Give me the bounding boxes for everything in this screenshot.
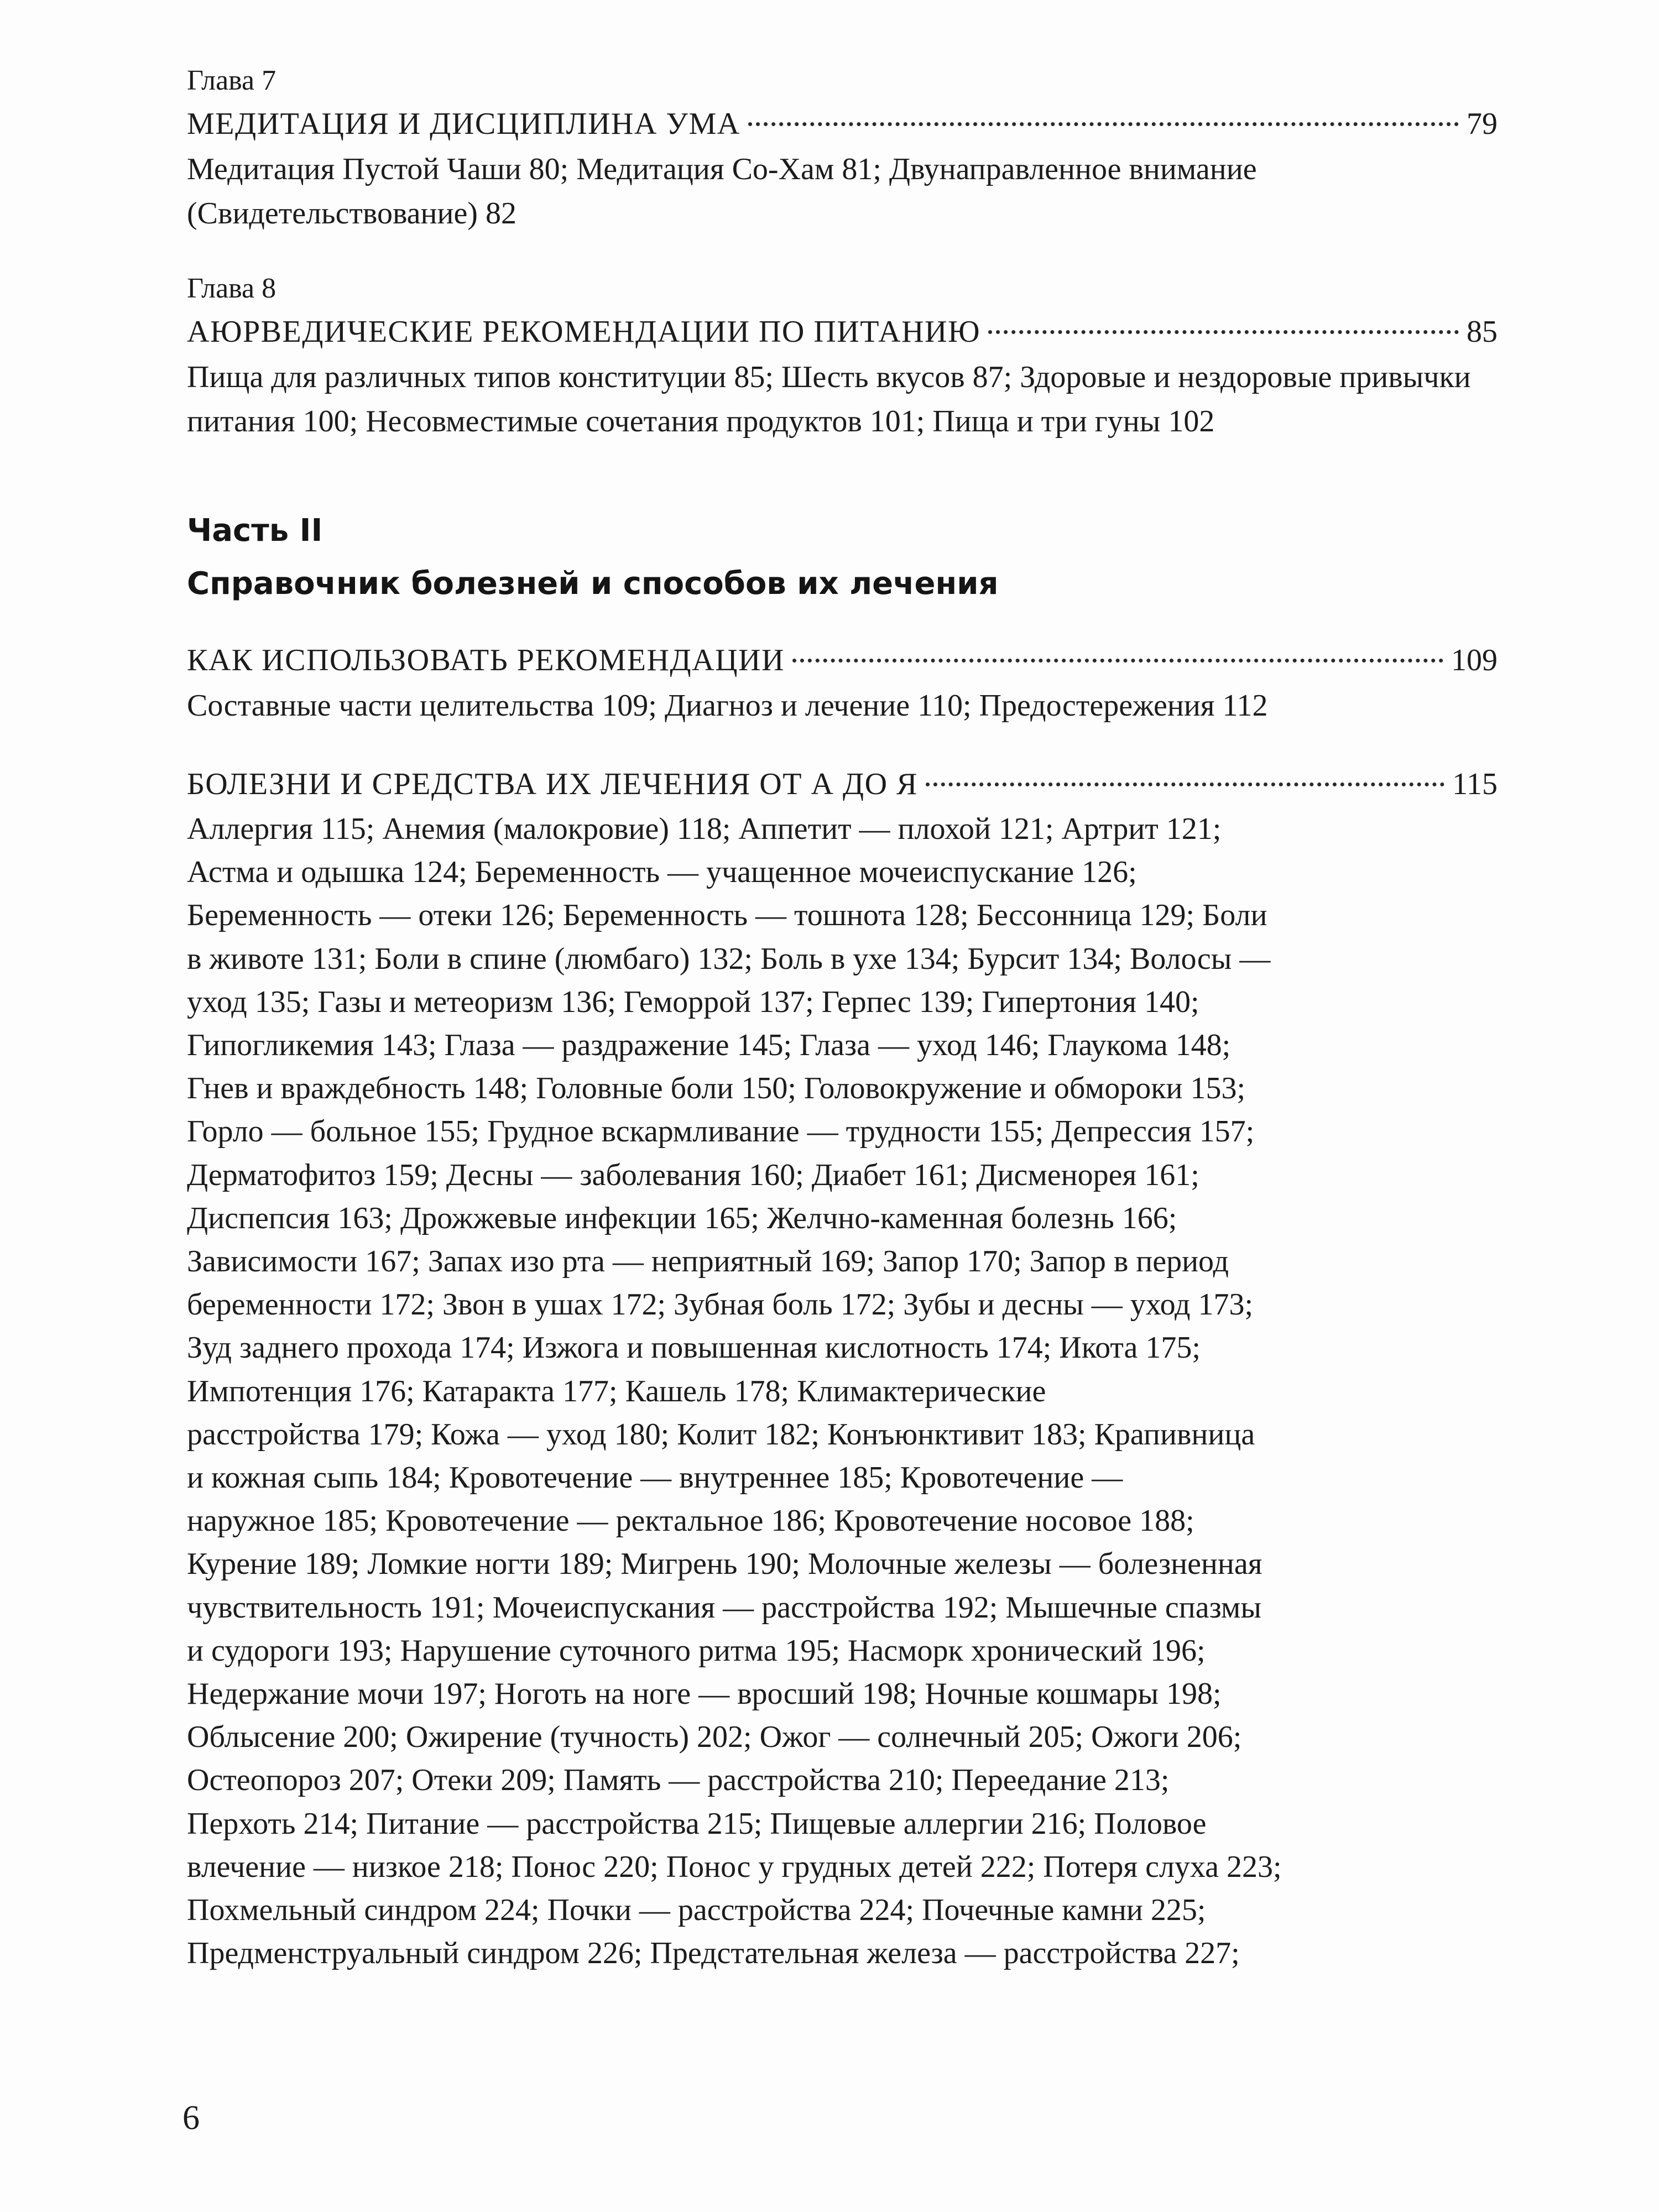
index-line: Недержание мочи 197; Ноготь на ноге — вросший 198; Ночные кошмары 198; (187, 1677, 1222, 1712)
part-label: Часть II (187, 513, 323, 549)
index-line: уход 135; Газы и метеоризм 136; Геморрой 137; Герпес 139; Гипертония 140; (187, 984, 1199, 1019)
index-line: Перхоть 214; Питание — расстройства 215; Пищевые аллергии 216; Половое (187, 1806, 1207, 1841)
index-line: Зависимости 167; Запах изо рта — неприятный 169; Запор 170; Запор в период (187, 1244, 1229, 1279)
index-line: Гнев и враждебность 148; Головные боли 150; Головокружение и обмороки 153; (187, 1071, 1246, 1106)
index-line: Аллергия 115; Анемия (малокровие) 118; Аппетит — плохой 121; Артрит 121; (187, 812, 1222, 846)
index-line: Дерматофитоз 159; Десны — заболевания 160; Диабет 161; Дисменорея 161; (187, 1157, 1199, 1192)
index-line: Горло — больное 155; Грудное вскармливание — трудности 155; Депрессия 157; (187, 1114, 1255, 1149)
chapter-label: Глава 7 (187, 65, 276, 96)
chapter-title: МЕДИТАЦИЯ И ДИСЦИПЛИНА УМА (187, 107, 740, 141)
toc-entry-row (187, 309, 1498, 355)
index-line: в животе 131; Боли в спине (люмбаго) 132; Боль в ухе 134; Бурсит 134; Волосы — (187, 941, 1271, 976)
dot-leader (748, 122, 1459, 126)
dot-leader (988, 330, 1459, 334)
chapter-subentries: Медитация Пустой Чаши 80; Медитация Со-Хам 81; Двунаправленное внимание (Свидетельствование) 82 (187, 152, 1257, 231)
section-title: БОЛЕЗНИ И СРЕДСТВА ИХ ЛЕЧЕНИЯ ОТ А ДО Я (187, 767, 918, 801)
dot-leader (792, 659, 1443, 662)
toc-entry-row (187, 101, 1498, 147)
toc-chapter-8 (187, 269, 1498, 444)
index-line: Курение 189; Ломкие ногти 189; Мигрень 190; Молочные железы — болезненная (187, 1547, 1262, 1582)
disease-index-list (187, 807, 1498, 1975)
index-line: Похмельный синдром 224; Почки — расстройства 224; Почечные камни 225; (187, 1893, 1206, 1928)
index-line: наружное 185; Кровотечение — ректальное 186; Кровотечение носовое 188; (187, 1504, 1194, 1538)
page-number: 85 (1467, 315, 1498, 349)
dot-leader (926, 782, 1444, 786)
toc-chapter-7 (187, 61, 1498, 236)
index-line: Астма и одышка 124; Беременность — учащенное мочеиспускание 126; (187, 855, 1137, 890)
chapter-title: АЮРВЕДИЧЕСКИЕ РЕКОМЕНДАЦИИ ПО ПИТАНИЮ (187, 315, 981, 349)
chapter-subentries: Пища для различных типов конституции 85; Шесть вкусов 87; Здоровые и нездоровые привычки питания 100; Несовместимые сочетания продуктов 101; Пища и три гуны 102 (187, 360, 1471, 439)
toc-entry-row (187, 761, 1498, 807)
toc-entry-row (187, 637, 1498, 684)
toc-section-diseases-a-z (187, 761, 1498, 1975)
index-line: чувствительность 191; Мочеиспускания — расстройства 192; Мышечные спазмы (187, 1590, 1261, 1625)
index-line: расстройства 179; Кожа — уход 180; Колит 182; Конъюнктивит 183; Крапивница (187, 1417, 1255, 1452)
index-line: Диспепсия 163; Дрожжевые инфекции 165; Желчно-каменная болезнь 166; (187, 1201, 1177, 1235)
section-subentries: Составные части целительства 109; Диагноз и лечение 110; Предостережения 112 (187, 688, 1268, 723)
index-line: Остеопороз 207; Отеки 209; Память — расстройства 210; Переедание 213; (187, 1763, 1170, 1798)
toc-section-how-to-use (187, 637, 1498, 728)
index-line: беременности 172; Звон в ушах 172; Зубная боль 172; Зубы и десны — уход 173; (187, 1287, 1254, 1322)
chapter-label: Глава 8 (187, 273, 276, 304)
section-title: КАК ИСПОЛЬЗОВАТЬ РЕКОМЕНДАЦИИ (187, 643, 785, 677)
index-line: Беременность — отеки 126; Беременность — тошнота 128; Бессонница 129; Боли (187, 898, 1267, 933)
index-line: влечение — низкое 218; Понос 220; Понос у грудных детей 222; Потеря слуха 223; (187, 1849, 1282, 1884)
index-line: и кожная сыпь 184; Кровотечение — внутреннее 185; Кровотечение — (187, 1460, 1123, 1495)
index-line: Облысение 200; Ожирение (тучность) 202; Ожог — солнечный 205; Ожоги 206; (187, 1720, 1242, 1755)
part-title: Справочник болезней и способов их лечения (187, 566, 999, 602)
toc-column (187, 61, 1498, 2008)
index-line: Импотенция 176; Катаракта 177; Кашель 178; Климактерические (187, 1374, 1046, 1408)
page-number: 109 (1451, 643, 1498, 677)
index-line: и судороги 193; Нарушение суточного ритма 195; Насморк хронический 196; (187, 1633, 1206, 1668)
index-line: Зуд заднего прохода 174; Изжога и повышенная кислотность 174; Икота 175; (187, 1331, 1201, 1365)
index-line: Предменструальный синдром 226; Предстательная железа — расстройства 227; (187, 1936, 1240, 1971)
page-number: 79 (1467, 107, 1498, 141)
page-folio-number: 6 (182, 2099, 200, 2137)
page-number: 115 (1452, 767, 1498, 801)
part-heading (187, 504, 1498, 611)
index-line: Гипогликемия 143; Глаза — раздражение 145; Глаза — уход 146; Глаукома 148; (187, 1028, 1231, 1063)
